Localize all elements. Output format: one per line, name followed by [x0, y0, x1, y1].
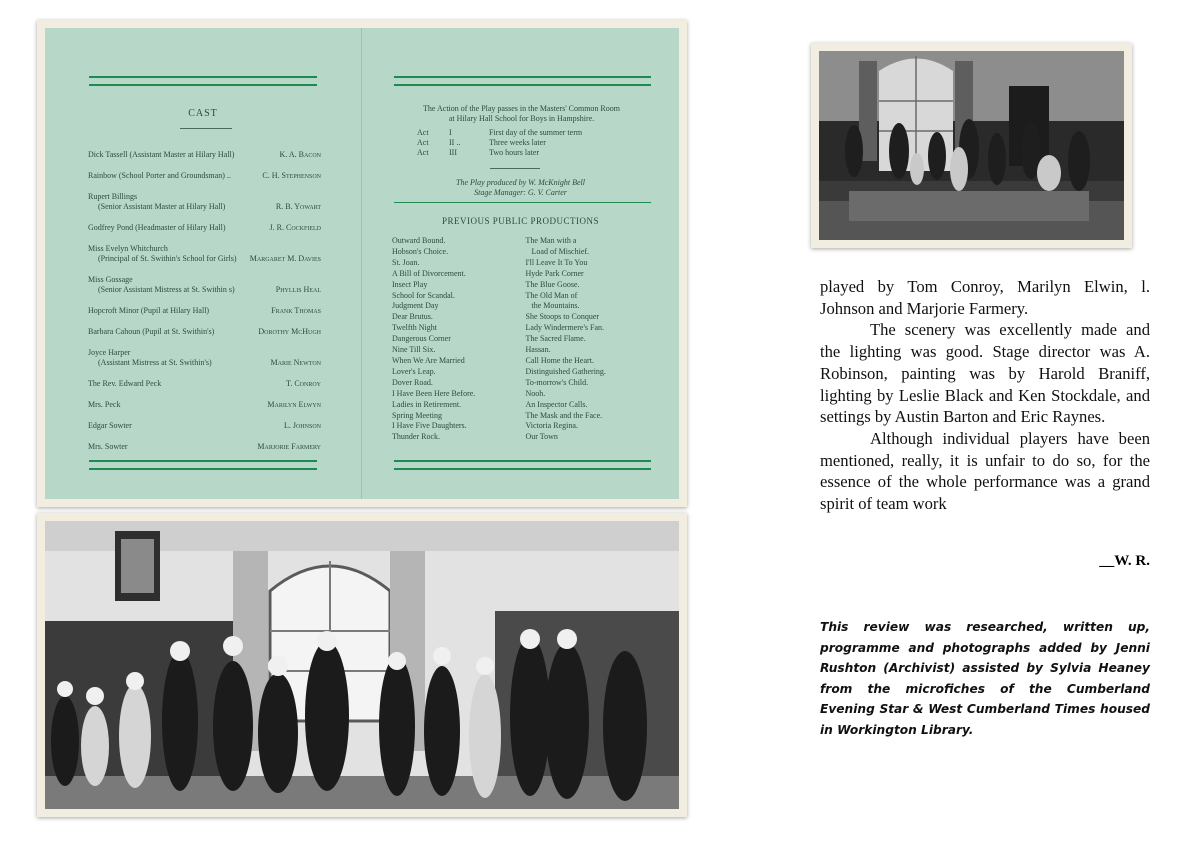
cast-role-text: The Rev. Edward Peck [88, 379, 162, 388]
cast-actor: J. R. Cockfield [269, 223, 321, 232]
bottom-rule [89, 460, 317, 470]
production-title: When We Are Married [392, 355, 465, 365]
act-num: I [449, 128, 452, 137]
action-line: The Action of the Play passes in the Masters' Common Room [423, 104, 620, 113]
cast-row [88, 442, 321, 452]
review-paragraph: The scenery was excellently made and the lighting was good. Stage director was A. Robinson, painting was by Harold Braniff, lighting by Leslie Black and Ken Stockdale, and settings by Austin Barton and Eric Raynes. [820, 320, 1150, 427]
cast-row [88, 171, 321, 181]
review-text [820, 276, 1150, 515]
cast-role [88, 348, 212, 368]
act-num: II .. [449, 138, 461, 147]
cast-actor: Marie Newton [270, 358, 321, 367]
cast-role [88, 275, 235, 295]
act-row [417, 148, 617, 158]
cast-role [88, 244, 237, 264]
production-title: The Sacred Flame. [525, 334, 586, 344]
cast-actor: Phyllis Heal [275, 285, 321, 294]
cast-role [88, 379, 161, 389]
production-title: Load of Mischief. [525, 246, 590, 256]
production-title: Ladies in Retirement. [392, 399, 462, 409]
production-title: Hyde Park Corner [525, 268, 584, 278]
production-title: Twelfth Night [392, 323, 437, 333]
cast-row [88, 223, 321, 233]
cast-role-text: Mrs. Sowter [88, 442, 128, 451]
production-title: Nooh. [525, 388, 546, 398]
production-title: Victoria Regina. [525, 421, 578, 431]
production-title: Dover Road. [392, 377, 433, 387]
programme-photo [37, 20, 687, 507]
production-title: I Have Five Daughters. [392, 421, 467, 431]
review-paragraph: played by Tom Conroy, Marilyn Elwin, l. Johnson and Marjorie Farmery. [820, 277, 1150, 318]
production-title: Nine Till Six. [392, 345, 436, 355]
cast-role-text: Rupert Billings [88, 192, 138, 201]
production-title: School for Scandal. [392, 290, 455, 300]
cast-role-text: Hopcroft Minor (Pupil at Hilary Hall) [88, 306, 210, 315]
cast-role-detail: (Senior Assistant Master at Hilary Hall) [98, 202, 226, 211]
programme-info-page [362, 28, 679, 499]
cast-role-text: Barbara Cahoun (Pupil at St. Swithin's) [88, 327, 215, 336]
review-signature: __W. R. [1099, 553, 1150, 569]
production-title: Dangerous Corner [392, 334, 451, 344]
production-title: To-morrow's Child. [525, 377, 589, 387]
top-rule [394, 76, 651, 86]
action-setting [382, 104, 661, 124]
cast-actor: Marilyn Elwyn [267, 400, 321, 409]
act-row [417, 128, 617, 138]
cast-role [88, 223, 226, 233]
production-title: Distinguished Gathering. [525, 366, 606, 376]
cast-actor: Margaret M. Davies [249, 254, 321, 263]
act-act: Act [417, 138, 429, 147]
production-title: the Mountains. [525, 301, 580, 311]
stage-photo-large [37, 513, 687, 817]
previous-productions [392, 236, 659, 443]
stage-photo-small [811, 43, 1132, 248]
production-title: Our Town [525, 432, 558, 442]
cast-actor: L. Johnson [283, 421, 321, 430]
cast-role-detail: (Senior Assistant Mistress at St. Swithin s) [98, 285, 235, 294]
production-title: The Mask and the Face. [525, 410, 603, 420]
cast-title: CAST [188, 108, 218, 119]
cast-actor: Frank Thomas [271, 306, 321, 315]
cast-role [88, 421, 132, 431]
cast-role-text: Mrs. Peck [88, 400, 121, 409]
previous-title: PREVIOUS PUBLIC PRODUCTIONS [441, 216, 600, 226]
cast-role-text: Godfrey Pond (Headmaster of Hilary Hall) [88, 223, 226, 232]
cast-role [88, 171, 231, 181]
cast-role [88, 400, 120, 410]
cast-actor: R. B. Yowart [275, 202, 321, 211]
cast-row [88, 327, 321, 337]
cast-actor: K. A. Bacon [279, 150, 321, 159]
cast-role-text: Miss Evelyn Whitchurch [88, 244, 168, 253]
cast-role [88, 306, 209, 316]
mid-rule [394, 202, 651, 203]
production-title: I'll Leave It To You [525, 257, 588, 267]
cast-row [88, 275, 321, 295]
cast-role [88, 192, 225, 212]
stage-photo-image [45, 521, 679, 809]
top-rule [89, 76, 317, 86]
cast-actor: Marjorie Farmery [257, 442, 321, 451]
cast-actor: Dorothy McHugh [258, 327, 321, 336]
cast-row [88, 400, 321, 410]
productions-column [392, 236, 526, 443]
production-title: Outward Bound. [392, 236, 446, 245]
production-title: Judgment Day [392, 301, 439, 311]
cast-actor: T. Conroy [286, 379, 321, 388]
production-title: An Inspector Calls. [525, 399, 588, 409]
production-title: Hobson's Choice. [392, 246, 449, 256]
production-title: Call Home the Heart. [525, 355, 594, 365]
production-title: Hassan. [525, 345, 551, 355]
cast-role-detail: (Assistant Mistress at St. Swithin's) [98, 358, 212, 367]
cast-row [88, 421, 321, 431]
cast-role-detail: (Principal of St. Swithin's School for Girls) [98, 254, 237, 263]
cast-underline [180, 128, 232, 129]
production-title: Spring Meeting [392, 410, 442, 420]
action-line: at Hilary Hall School for Boys in Hampshire. [448, 114, 595, 123]
production-title: Lover's Leap. [392, 366, 436, 376]
separator [490, 168, 540, 169]
programme-cast-page [45, 28, 362, 499]
cast-list [88, 150, 321, 463]
cast-role-text: Miss Gossage [88, 275, 133, 284]
bottom-rule [394, 460, 651, 470]
act-desc: Two hours later [489, 148, 540, 157]
production-credits [362, 178, 679, 198]
act-act: Act [417, 128, 429, 137]
production-title: Lady Windermere's Fan. [525, 323, 605, 333]
act-desc: First day of the summer term [489, 128, 583, 137]
cast-row [88, 379, 321, 389]
cast-role-text: Rainbow (School Porter and Groundsman) .. [88, 171, 231, 180]
production-title: The Man with a [525, 236, 577, 245]
stage-photo-image [819, 51, 1124, 240]
cast-row [88, 150, 321, 160]
cast-row [88, 306, 321, 316]
production-title: A Bill of Divorcement. [392, 268, 466, 278]
production-title: Insect Play [392, 279, 428, 289]
produced-by: The Play produced by W. McKnight Bell [456, 178, 585, 187]
cast-role [88, 442, 128, 452]
production-title: I Have Been Here Before. [392, 388, 476, 398]
credit-note: This review was researched, written up, programme and photographs added by Jenni Rushton (Archivist) assisted by Sylvia Heaney from the microfiches of the Cumberland Evening Star & West Cumberland Times housed in Workington Library. [820, 620, 1150, 737]
act-desc: Three weeks later [489, 138, 546, 147]
act-act: Act [417, 148, 429, 157]
cast-actor: C. H. Stephenson [262, 171, 321, 180]
cast-row [88, 348, 321, 368]
cast-role-text: Dick Tassell (Assistant Master at Hilary Hall) [88, 150, 235, 159]
production-title: She Stoops to Conquer [525, 312, 600, 322]
productions-column [526, 236, 660, 443]
cast-role-text: Joyce Harper [88, 348, 131, 357]
production-title: Thunder Rock. [392, 432, 440, 442]
cast-row [88, 192, 321, 212]
act-num: III [449, 148, 457, 157]
review-paragraph: Although individual players have been mentioned, really, it is unfair to do so, for the essence of the whole performance was a grand spirit of team work [820, 428, 1150, 514]
production-title: The Blue Goose. [525, 279, 580, 289]
production-title: The Old Man of [525, 290, 578, 300]
stage-manager: Stage Manager: G. V. Carter [474, 188, 567, 197]
cast-role [88, 327, 214, 337]
production-title: St. Joan. [392, 257, 420, 267]
cast-role [88, 150, 234, 160]
acts-list [417, 128, 617, 158]
production-title: Dear Brutus. [392, 312, 433, 322]
act-row [417, 138, 617, 148]
cast-role-text: Edgar Sowter [88, 421, 132, 430]
cast-row [88, 244, 321, 264]
